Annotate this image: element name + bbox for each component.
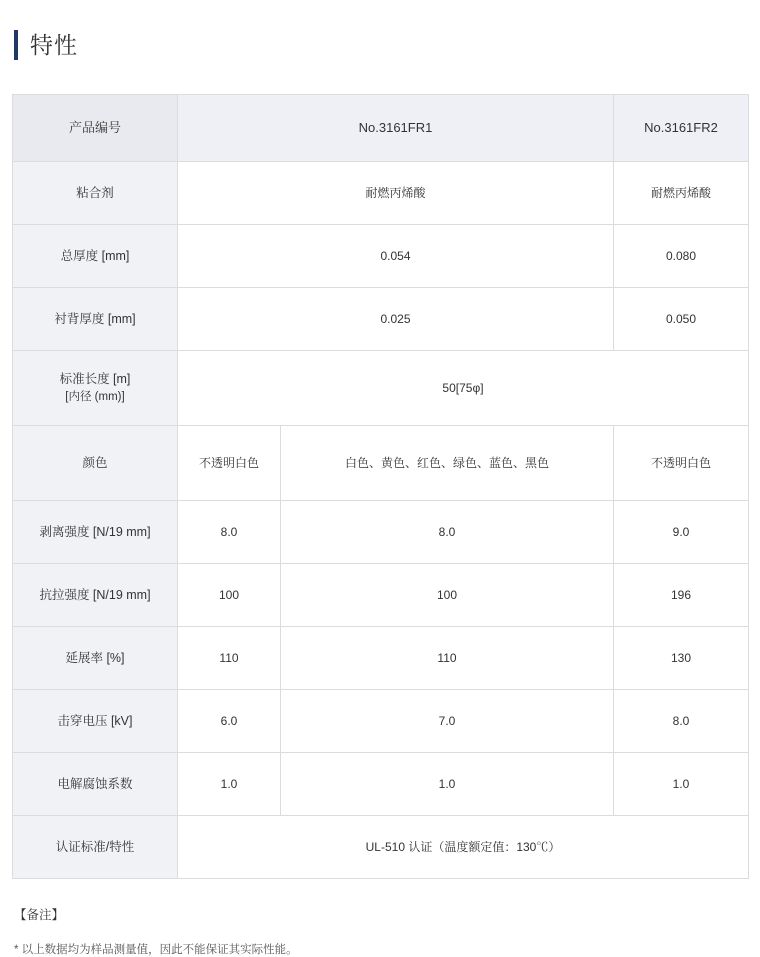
row-value-col1b: 100 (281, 564, 614, 627)
row-value-col2: 8.0 (614, 690, 749, 753)
row-value-merged: 50[75φ] (178, 351, 749, 426)
row-label: 击穿电压 [kV] (13, 690, 178, 753)
row-value-col2: 不透明白色 (614, 426, 749, 501)
row-value-merged: UL-510 认证（温度额定值：130℃） (178, 816, 749, 879)
row-value-col1b: 8.0 (281, 501, 614, 564)
page-container (0, 26, 760, 957)
spec-table-wrapper (12, 94, 748, 879)
table-row (13, 753, 749, 816)
row-value-col1a: 110 (178, 627, 281, 690)
title-accent-bar (14, 30, 18, 60)
header-cell-product-no: 产品编号 (13, 95, 178, 162)
page-title-block (14, 26, 760, 64)
row-value-col1b: 1.0 (281, 753, 614, 816)
table-row (13, 816, 749, 879)
header-cell-product-1: No.3161FR1 (178, 95, 614, 162)
page-title: 特性 (30, 31, 78, 58)
row-label-sub: [内径 (mm)] (65, 390, 125, 403)
notes-section (14, 905, 760, 957)
table-row (13, 627, 749, 690)
row-value-col2: 耐燃丙烯酸 (614, 162, 749, 225)
row-label: 延展率 [%] (13, 627, 178, 690)
table-row (13, 162, 749, 225)
row-value-col2: 1.0 (614, 753, 749, 816)
row-label (13, 351, 178, 426)
table-row (13, 288, 749, 351)
row-label: 总厚度 [mm] (13, 225, 178, 288)
row-label: 衬背厚度 [mm] (13, 288, 178, 351)
table-row (13, 501, 749, 564)
row-value-col2: 0.080 (614, 225, 749, 288)
table-row (13, 225, 749, 288)
row-label-main: 标准长度 [m] (59, 372, 131, 386)
row-value-col2: 9.0 (614, 501, 749, 564)
row-value-col1a: 1.0 (178, 753, 281, 816)
row-value-col2: 196 (614, 564, 749, 627)
row-label: 抗拉强度 [N/19 mm] (13, 564, 178, 627)
row-value-col1: 0.054 (178, 225, 614, 288)
spec-table (12, 94, 749, 879)
notes-line-1: * 以上数据均为样品测量值，因此不能保证其实际性能。 (14, 944, 298, 956)
table-row (13, 426, 749, 501)
table-row (13, 564, 749, 627)
row-value-col1b: 110 (281, 627, 614, 690)
row-label: 认证标准/特性 (13, 816, 178, 879)
row-label: 剥离强度 [N/19 mm] (13, 501, 178, 564)
row-label: 电解腐蚀系数 (13, 753, 178, 816)
notes-heading: 【备注】 (14, 908, 65, 922)
table-row (13, 351, 749, 426)
header-cell-product-2: No.3161FR2 (614, 95, 749, 162)
row-value-col1b: 白色、黄色、红色、绿色、蓝色、黑色 (281, 426, 614, 501)
row-value-col1: 耐燃丙烯酸 (178, 162, 614, 225)
row-value-col1b: 7.0 (281, 690, 614, 753)
row-value-col1a: 8.0 (178, 501, 281, 564)
row-value-col1: 0.025 (178, 288, 614, 351)
row-label: 颜色 (13, 426, 178, 501)
row-value-col1a: 6.0 (178, 690, 281, 753)
table-row (13, 690, 749, 753)
row-value-col1a: 100 (178, 564, 281, 627)
row-label: 粘合剂 (13, 162, 178, 225)
row-value-col2: 0.050 (614, 288, 749, 351)
row-value-col2: 130 (614, 627, 749, 690)
table-header-row (13, 95, 749, 162)
row-value-col1a: 不透明白色 (178, 426, 281, 501)
